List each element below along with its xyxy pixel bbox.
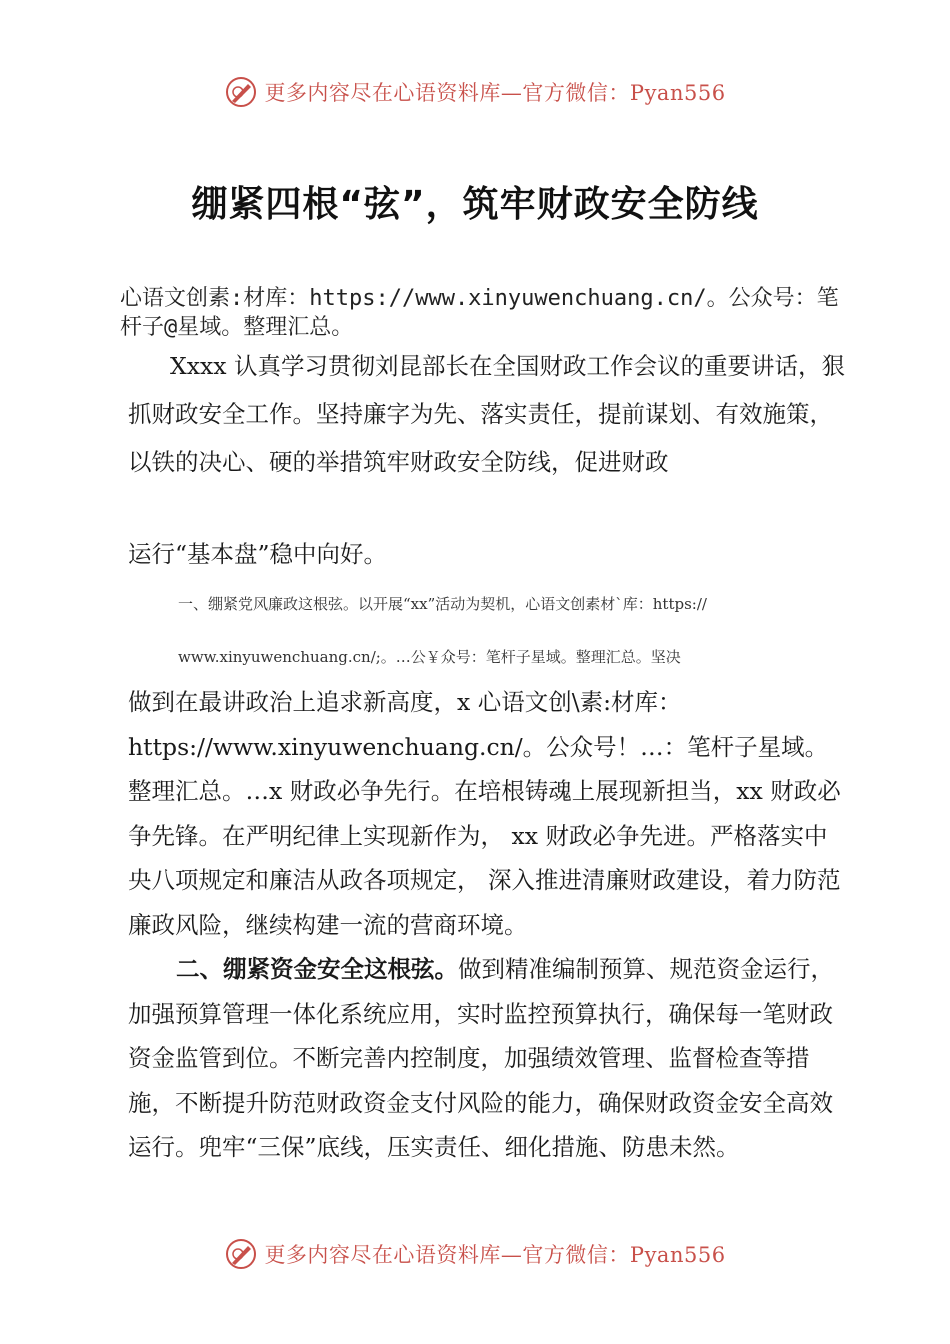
section1-small-line-2: www.xinyuwenchuang.cn/;。…公￥众号：笔杆子星域。整理汇总。坚决 [178,648,681,666]
section2-heading: 二、绷紧资金安全这根弦。 [176,955,458,983]
banner-text: 更多内容尽在心语资料库—官方微信：Pyan556 [264,1243,726,1267]
banner-text: 更多内容尽在心语资料库—官方微信：Pyan556 [264,81,726,105]
section1-paragraph: 做到在最讲政治上追求新高度，x 心语文创\素:材库：https://www.xinyuwenchuang.cn/。公众号！…：笔杆子星域。整理汇总。…x 财政必争先行。在培根铸魂上展现新担当，xx 财政必争先锋。在严明纪律上实现新作为， xx 财政必争先进。严格落实中央八项规定和廉洁从政各项规定， 深入推进清廉财政建设，着力防范廉政风险，继续构建一流的营商环境。 [128,688,841,939]
intro-paragraph [128,342,848,486]
document-title: 绷紧四根“弦”，筑牢财政安全防线 [191,184,759,225]
section1-small-line-1: 一、绷紧党风廉政这根弦。以开展“xx”活动为契机，心语文创素材`库：https:// [178,595,707,613]
pen-logo-icon [224,75,258,109]
footer-banner [0,1232,950,1276]
intro-text: Xxxx 认真学习贯彻刘昆部长在全国财政工作会议的重要讲话，狠抓财政安全工作。坚持廉字为先、落实责任，提前谋划、有效施策，以铁的决心、硬的举措筑牢财政安全防线，促进财政 [128,352,845,476]
section2-text: 做到精准编制预算、规范资金运行，加强预算管理一体化系统应用，实时监控预算执行，确保每一笔财政资金监管到位。不断完善内控制度，加强绩效管理、监督检查等措施，不断提升防范财政资金支付风险的能力，确保财政资金安全高效运行。兜牢“三保”底线，压实责任、细化措施、防患未然。 [128,955,834,1161]
pen-logo-icon [224,1237,258,1271]
header-banner [0,70,950,114]
intro-paragraph-tail: 运行“基本盘”稳中向好。 [128,540,388,568]
source-credit: 心语文创素:材库：https://www.xinyuwenchuang.cn/。公众号：笔杆子@星域。整理汇总。 [120,286,839,340]
section2-paragraph [128,947,848,1170]
